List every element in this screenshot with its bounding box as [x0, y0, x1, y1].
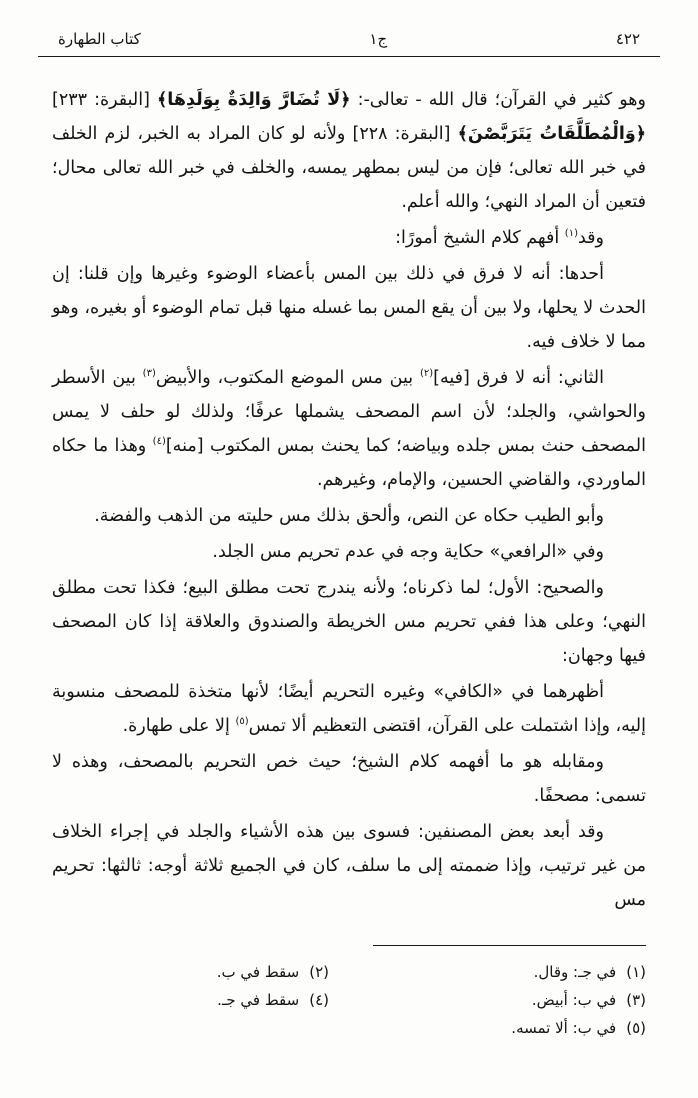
- body-text-run: وقد أبعد بعض المصنفين: فسوى بين هذه الأشياء والجلد في إجراء الخلاف من غير ترتيب، وإذا ضممته إلى ما سلف، كان في الجميع ثلاثة أوجه: ثالثها: تحريم مس: [52, 822, 646, 910]
- footnote: [112, 958, 329, 986]
- quran-quote: ﴿لَا تُضَارَّ وَالِدَةٌ بِوَلَدِهَا﴾: [157, 90, 351, 110]
- footnote-text: سقط في جـ.: [217, 991, 300, 1009]
- footnote-marker: (٣): [142, 368, 156, 380]
- paragraph: [52, 499, 646, 533]
- body-text-run: الثاني: أنه لا فرق [فيه]: [433, 368, 604, 388]
- quran-quote: ﴿وَالْمُطَلَّقَاتُ يَتَرَبَّصْنَ﴾: [457, 124, 646, 144]
- paragraph: [52, 571, 646, 673]
- footnote-text: في ب: أبيض.: [531, 991, 617, 1009]
- paragraph: [52, 257, 646, 359]
- body-text-run: وهو كثير في القرآن؛ قال الله - تعالى-:: [350, 90, 646, 110]
- footnote-number: (٤): [309, 991, 329, 1009]
- header-divider: [38, 56, 660, 57]
- footnote-text: في ب: ألا تمسه.: [511, 1019, 617, 1037]
- paragraph: [52, 745, 646, 813]
- footnote: [369, 1014, 646, 1042]
- footnotes-section: [52, 945, 646, 1068]
- body-text-run: وهذا ما حكاه الماوردي، والقاضي الحسين، والإمام، وغيرهم.: [52, 436, 646, 490]
- footnote-number: (٣): [626, 991, 646, 1009]
- paragraph: [52, 83, 646, 219]
- body-text-run: بين الأسطر والحواشي، والجلد؛ لأن اسم المصحف يشملها عرفًا؛ ولذلك لو حلف لا يمس المصحف حنث بمس جلده وبياضه؛ كما يحنث بمس المكتوب [منه]: [52, 368, 646, 456]
- page-number: ٤٢٢: [615, 30, 640, 48]
- paragraph: [52, 535, 646, 569]
- body-text-run: وقد: [577, 228, 604, 248]
- footnote-column-left: [52, 958, 329, 1042]
- footnote: [112, 986, 329, 1014]
- body-text-run: [البقرة: ٢٣٣]: [52, 90, 157, 110]
- footnote-marker: (٢): [419, 368, 434, 380]
- body-text-run: والصحيح: الأول؛ لما ذكرناه؛ ولأنه يندرج تحت مطلق البيع؛ فكذا تحت مطلق النهي؛ وعلى هذا ففي تحريم مس الخريطة والصندوق والعلاقة إذا كان المصحف فيها وجهان:: [52, 578, 646, 666]
- body-text-run: إلا على طهارة.: [122, 716, 236, 736]
- page-header: [52, 26, 646, 56]
- footnote: [369, 986, 646, 1014]
- paragraph: [52, 815, 646, 917]
- paragraph: [52, 675, 646, 743]
- footnote-marker: (١): [564, 228, 578, 240]
- body-text-run: أفهم كلام الشيخ أمورًا:: [395, 228, 565, 248]
- paragraph: [52, 361, 646, 497]
- footnote-column-right: [369, 958, 646, 1042]
- footnote-number: (٢): [309, 963, 329, 981]
- footnote-number: (١): [626, 963, 646, 981]
- body-text-run: [البقرة: ٢٢٨] ولأنه لو كان المراد به الخبر، لزم الخلف في خبر الله تعالى؛ فإن من ليس بمطهر يمسه، والخلف في خبر الله تعالى محال؛ فتعين أن المراد النهي؛ والله أعلم.: [52, 124, 646, 212]
- book-title: كتاب الطهارة: [58, 30, 141, 48]
- footnote-text: سقط في ب.: [216, 963, 300, 981]
- footnote-text: في جـ: وقال.: [533, 963, 617, 981]
- footnote-marker: (٥): [235, 716, 249, 728]
- volume-label: ج١: [369, 30, 388, 48]
- paragraph: [52, 221, 646, 255]
- body-text-run: ومقابله هو ما أفهمه كلام الشيخ؛ حيث خص التحريم بالمصحف، وهذه لا تسمى: مصحفًا.: [52, 752, 646, 806]
- footnote-divider: [373, 945, 646, 946]
- body-text: [52, 83, 646, 919]
- footnote-grid: [52, 958, 646, 1042]
- footnote: [369, 958, 646, 986]
- body-text-run: وأبو الطيب حكاه عن النص، وألحق بذلك مس حليته من الذهب والفضة.: [94, 506, 604, 526]
- footnote-marker: (٤): [152, 436, 166, 448]
- body-text-run: أحدها: أنه لا فرق في ذلك بين المس بأعضاء الوضوء وغيرها وإن قلنا: إن الحدث لا يحلها، ولا بين أن يقع المس بما غسله منها قبل تمام الوضوء أو بغيره، وهو مما لا خلاف فيه.: [52, 264, 646, 352]
- body-text-run: أظهرهما في «الكافي» وغيره التحريم أيضًا؛ لأنها متخذة للمصحف منسوبة إليه، وإذا اشتملت على القرآن، اقتضى التعظيم ألا تمس: [52, 682, 646, 736]
- body-text-run: وفي «الرافعي» حكاية وجه في عدم تحريم مس الجلد.: [212, 542, 604, 562]
- body-text-run: بين مس الموضع المكتوب، والأبيض: [155, 368, 420, 388]
- footnote-number: (٥): [626, 1019, 646, 1037]
